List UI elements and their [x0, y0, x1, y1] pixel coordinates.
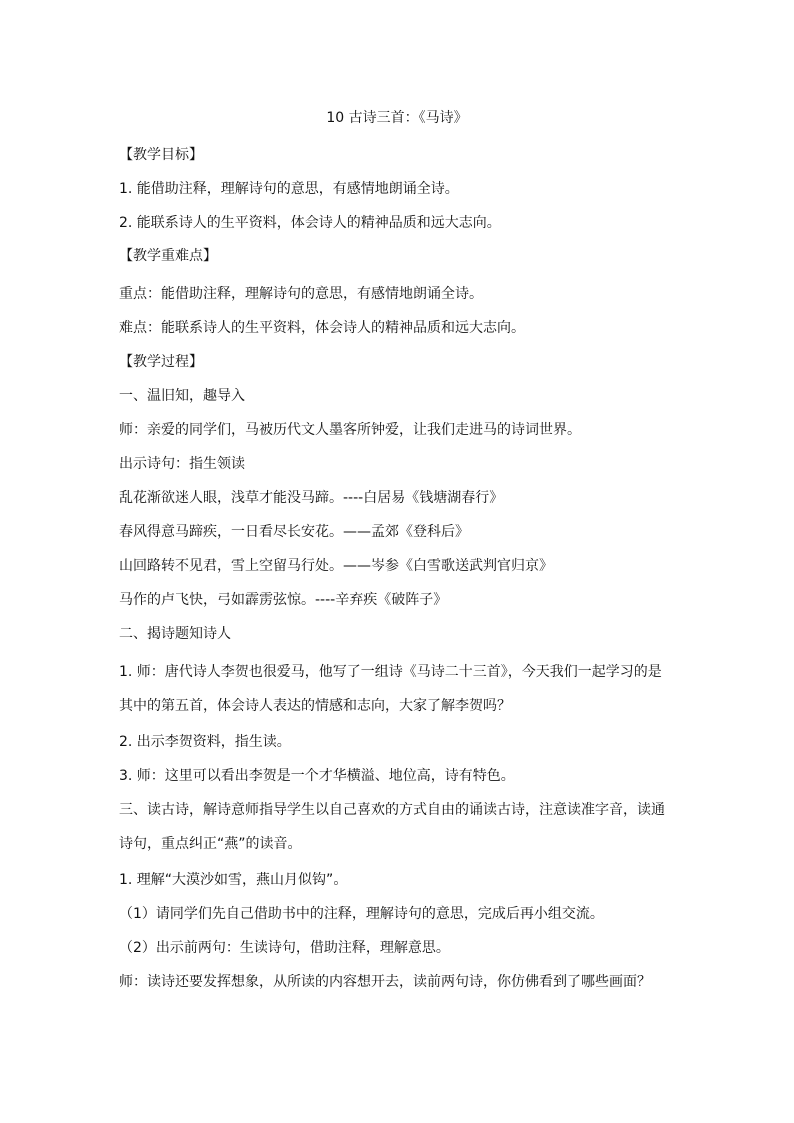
poem-quote-line: 马作的卢飞快，弓如霹雳弦惊。----辛弃疾《破阵子》 [119, 592, 448, 608]
difficult-point-line: 难点：能联系诗人的生平资料，体会诗人的精神品质和远大志向。 [119, 320, 525, 336]
section-heading-key-points: 【教学重难点】 [119, 248, 217, 264]
paragraph-line: 2. 出示李贺资料，指生读。 [119, 734, 291, 750]
section-heading-process: 【教学过程】 [119, 354, 203, 370]
paragraph-line: 师：亲爱的同学们，马被历代文人墨客所钟爱，让我们走进马的诗词世界。 [119, 422, 581, 438]
paragraph-line: 师：读诗还要发挥想象，从所读的内容想开去，读前两句诗，你仿佛看到了哪些画面？ [119, 974, 651, 990]
step-heading-2: 二、揭诗题知诗人 [119, 626, 231, 642]
step-heading-3: 三、读古诗，解诗意师指导学生以自己喜欢的方式自由的诵读古诗，注意读准字音，读通 [119, 802, 665, 818]
paragraph-line: 诗句，重点纠正“燕”的读音。 [119, 836, 302, 852]
paragraph-line: 1. 理解“大漠沙如雪，燕山月似钩”。 [119, 872, 348, 888]
poem-quote-line: 乱花渐欲迷人眼，浅草才能没马蹄。----白居易《钱塘湖春行》 [119, 490, 504, 506]
paragraph-line: （2）出示前两句：生读诗句，借助注释，理解意思。 [119, 940, 450, 956]
document-title: 10 古诗三首：《马诗》 [326, 110, 468, 126]
key-point-line: 重点：能借助注释，理解诗句的意思，有感情地朗诵全诗。 [119, 286, 483, 302]
paragraph-line: 3. 师：这里可以看出李贺是一个才华横溢、地位高，诗有特色。 [119, 768, 515, 784]
paragraph-line: 其中的第五首，体会诗人表达的情感和志向，大家了解李贺吗？ [119, 698, 511, 714]
poem-quote-line: 春风得意马蹄疾，一日看尽长安花。——孟郊《登科后》 [119, 524, 469, 540]
paragraph-line: （1）请同学们先自己借助书中的注释，理解诗句的意思，完成后再小组交流。 [119, 906, 604, 922]
step-heading-1: 一、温旧知，趣导入 [119, 388, 245, 404]
paragraph-line: 1. 师：唐代诗人李贺也很爱马，他写了一组诗《马诗二十三首》，今天我们一起学习的是 [119, 664, 662, 680]
objective-line-2: 2. 能联系诗人的生平资料，体会诗人的精神品质和远大志向。 [119, 215, 501, 231]
poem-quote-line: 山回路转不见君，雪上空留马行处。——岑参《白雪歌送武判官归京》 [119, 558, 553, 574]
section-heading-objectives: 【教学目标】 [119, 147, 203, 163]
objective-line-1: 1. 能借助注释，理解诗句的意思，有感情地朗诵全诗。 [119, 181, 459, 197]
paragraph-line: 出示诗句：指生领读 [119, 456, 245, 472]
